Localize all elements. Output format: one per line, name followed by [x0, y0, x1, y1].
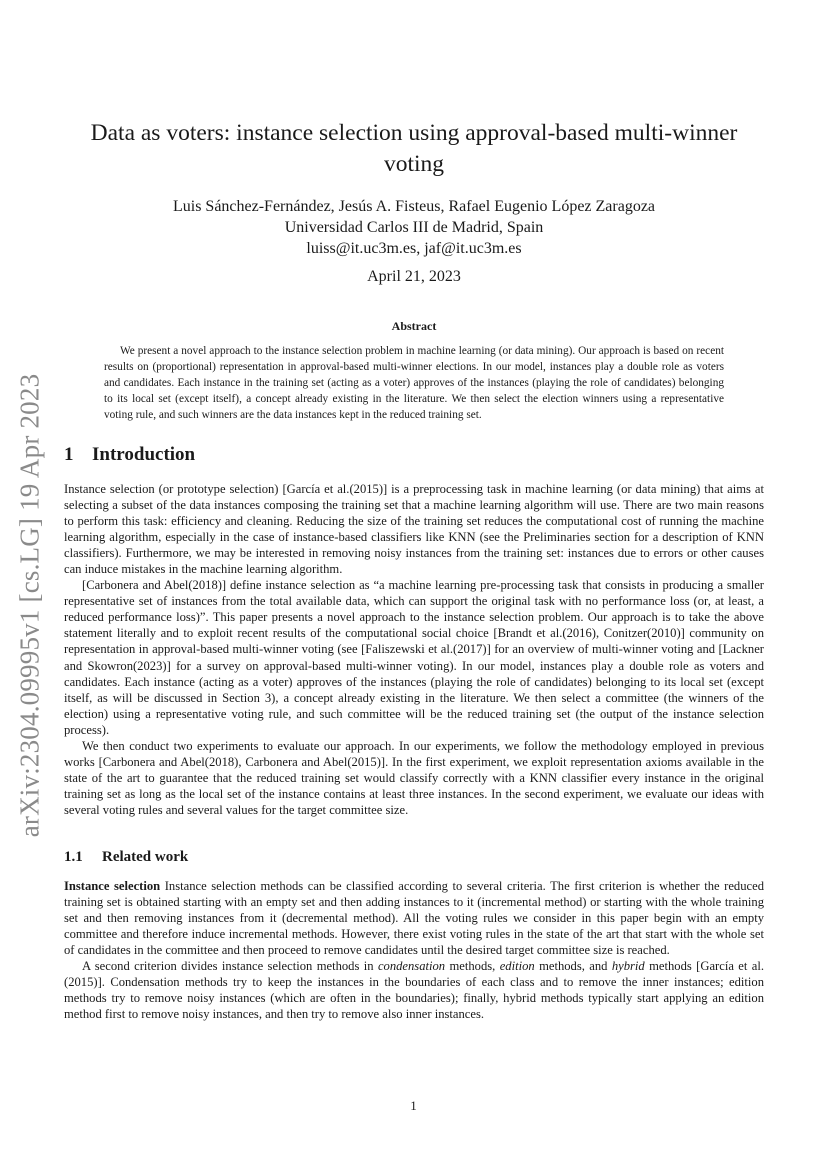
paragraph-text: Instance selection methods can be classified according to several criteria. The first criterion is whether the reduced training set is obtained starting with an empty set and then adding instances to it (incremental method) or starting with the whole training set and then removing instances from it (decremental method). All the voting rules we consider in this paper begin with an empty committee and therefore induce incremental methods. However, there exist voting rules in the state of the art that start with the whole set of candidates in the committee and then proceed to remove candidates until the desired target committee size is reached.	[64, 879, 765, 958]
abstract-text: We present a novel approach to the instance selection problem in machine learning (or data mining). Our approach is based on recent results on (proportional) representation in approval-based multi-winner elections. In our model, instances play a double role as voters and candidates. Each instance in the training set (acting as a voter) approves of the instances (playing the role of candidates) belonging to its local set (except itself), a concept already existing in the literature. We then select the election winners using a representative voting rule, and such winners are the data instances kept in the reduced training set.	[104, 345, 724, 422]
paragraph: We then conduct two experiments to evaluate our approach. In our experiments, we follow the methodology employed in previous works [Carbonera and Abel(2018), Carbonera and Abel(2015)]. In the first experiment, we exploit representation axioms available in the state of the art to guarantee that the reduced training set would classify correctly with a KNN classifier every instance in the original training set as long as the local set of the instance contains at least three instances. In the second experiment, we evaluate our ideas with several voting rules and several values for the target committee size.	[64, 738, 764, 817]
section-title: Introduction	[92, 444, 196, 465]
subsection-title: Related work	[102, 849, 189, 865]
section-number: 1	[64, 444, 74, 465]
introduction-body	[64, 481, 764, 818]
subsection-heading-related-work	[64, 849, 188, 866]
text-run: A second criterion divides instance selection methods in	[82, 959, 378, 974]
paragraph	[64, 958, 764, 1022]
paragraph: Instance selection (or prototype selection) [García et al.(2015)] is a preprocessing task in machine learning (or data mining) that aims at selecting a subset of the data instances composing the training set that a machine learning algorithm will use. There are two main reasons to perform this task: efficiency and cleaning. Reducing the size of the training set reduces the computational cost of running the machine learning algorithm, especially in the case of instance-based classifiers like KNN (see the Preliminaries section for a description of KNN classifiers). Furthermore, we may be interested in removing noisy instances from the training set: instances due to errors or other causes can induce mistakes in the machine learning algorithm.	[64, 482, 764, 577]
arxiv-identifier	[6, 360, 54, 850]
text-run: methods [García et al.(2015)]. Condensation methods try to keep the instances in the boundaries of each class and to remove the inner instances; edition methods try to remove noisy instances (which are often in the boundaries); finally, hybrid methods typically start applying an edition method first to remove noisy instances, and then try to remove also inner instances.	[64, 959, 764, 1022]
run-in-heading: Instance selection	[64, 879, 161, 893]
paper-title: Data as voters: instance selection using approval-based multi-winner voting	[90, 120, 738, 177]
paper-date: April 21, 2023	[367, 268, 461, 285]
page-number: 1	[410, 1098, 417, 1113]
author-emails: luiss@it.uc3m.es, jaf@it.uc3m.es	[306, 240, 522, 257]
author-affiliation: Universidad Carlos III de Madrid, Spain	[284, 219, 544, 236]
emphasis: edition	[499, 959, 535, 974]
emphasis: hybrid	[611, 959, 645, 974]
paragraph: [Carbonera and Abel(2018)] define instance selection as “a machine learning pre-processing task that consists in producing a smaller representative set of instances from the total available data, which can support the original task with no performance loss (or, at least, a reduced performance loss)”. This paper presents a novel approach to the instance selection problem. Our approach is to take the above statement literally and to exploit recent results of the computational social choice [Brandt et al.(2016), Conitzer(2010)] community on representation in approval-based multi-winner voting (see [Faliszewski et al.(2017)] for an overview of multi-winner voting and [Lackner and Skowron(2023)] for a survey on approval-based multi-winner voting). In our model, instances play a double role as voters and candidates. Each instance (acting as a voter) approves of the instances (playing the role of candidates) belonging to its local set (except itself, as will be discussed in Section 3), a concept already existing in the literature. We then select a committee (the winners of the election) using a representative voting rule, and such committee will be the reduced training set (the output of the instance selection process).	[64, 578, 764, 737]
subsection-number: 1.1	[64, 849, 83, 865]
arxiv-identifier-text: arXiv:2304.09995v1 [cs.LG] 19 Apr 2023	[14, 373, 45, 837]
section-heading-introduction	[64, 444, 195, 466]
text-run: methods, and	[534, 959, 612, 974]
related-work-body	[64, 878, 764, 1022]
paragraph	[64, 878, 764, 958]
emphasis: condensation	[377, 959, 446, 974]
author-block	[64, 196, 764, 259]
abstract-heading: Abstract	[391, 319, 437, 333]
author-names: Luis Sánchez-Fernández, Jesús A. Fisteus, Rafael Eugenio López Zaragoza	[172, 198, 656, 215]
text-run: methods,	[445, 959, 500, 974]
